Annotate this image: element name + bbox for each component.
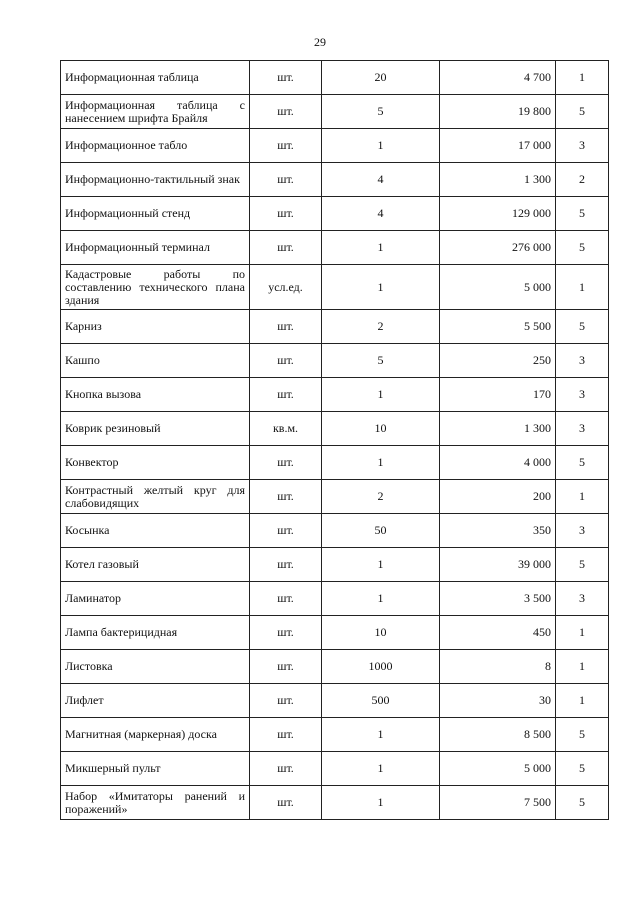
unit-cell: шт.	[250, 684, 322, 718]
item-name-cell: Карниз	[61, 310, 250, 344]
quantity-cell: 1	[322, 265, 440, 310]
table-row	[61, 786, 609, 820]
item-name-cell: Кадастровые работы по составлению технического плана здания	[61, 265, 250, 310]
unit-cell: шт.	[250, 718, 322, 752]
quantity-cell: 5	[322, 95, 440, 129]
quantity-cell: 2	[322, 310, 440, 344]
quantity-cell: 1	[322, 786, 440, 820]
unit-cell: шт.	[250, 514, 322, 548]
category-cell: 3	[556, 514, 609, 548]
unit-cell: шт.	[250, 548, 322, 582]
price-cell: 30	[440, 684, 556, 718]
price-cell: 250	[440, 344, 556, 378]
quantity-cell: 10	[322, 616, 440, 650]
quantity-cell: 1	[322, 129, 440, 163]
unit-cell: шт.	[250, 129, 322, 163]
quantity-cell: 50	[322, 514, 440, 548]
price-cell: 1 300	[440, 412, 556, 446]
item-name-cell: Кашпо	[61, 344, 250, 378]
unit-cell: шт.	[250, 197, 322, 231]
price-cell: 17 000	[440, 129, 556, 163]
table-row	[61, 412, 609, 446]
table-row	[61, 344, 609, 378]
item-name-cell: Набор «Имитаторы ранений и поражений»	[61, 786, 250, 820]
unit-cell: шт.	[250, 752, 322, 786]
category-cell: 5	[556, 197, 609, 231]
unit-cell: кв.м.	[250, 412, 322, 446]
quantity-cell: 4	[322, 197, 440, 231]
item-name-cell: Информационный терминал	[61, 231, 250, 265]
item-name-cell: Кнопка вызова	[61, 378, 250, 412]
category-cell: 5	[556, 718, 609, 752]
price-cell: 1 300	[440, 163, 556, 197]
quantity-cell: 1	[322, 718, 440, 752]
price-cell: 4 700	[440, 61, 556, 95]
item-name-cell: Коврик резиновый	[61, 412, 250, 446]
item-name-cell: Магнитная (маркерная) доска	[61, 718, 250, 752]
items-table-body	[61, 61, 609, 820]
table-row	[61, 548, 609, 582]
category-cell: 5	[556, 310, 609, 344]
category-cell: 3	[556, 344, 609, 378]
category-cell: 5	[556, 231, 609, 265]
table-row	[61, 129, 609, 163]
category-cell: 5	[556, 95, 609, 129]
category-cell: 1	[556, 480, 609, 514]
unit-cell: шт.	[250, 650, 322, 684]
item-name-cell: Ламинатор	[61, 582, 250, 616]
quantity-cell: 1	[322, 582, 440, 616]
page-number: 29	[314, 35, 326, 49]
item-name-cell: Информационная таблица	[61, 61, 250, 95]
unit-cell: шт.	[250, 786, 322, 820]
quantity-cell: 4	[322, 163, 440, 197]
item-name-cell: Котел газовый	[61, 548, 250, 582]
quantity-cell: 1	[322, 231, 440, 265]
category-cell: 5	[556, 786, 609, 820]
item-name-cell: Листовка	[61, 650, 250, 684]
price-cell: 3 500	[440, 582, 556, 616]
table-row	[61, 480, 609, 514]
items-table	[60, 60, 609, 820]
unit-cell: шт.	[250, 446, 322, 480]
category-cell: 3	[556, 378, 609, 412]
unit-cell: шт.	[250, 616, 322, 650]
category-cell: 1	[556, 650, 609, 684]
price-cell: 8 500	[440, 718, 556, 752]
price-cell: 276 000	[440, 231, 556, 265]
quantity-cell: 1	[322, 548, 440, 582]
item-name-cell: Информационное табло	[61, 129, 250, 163]
table-row	[61, 231, 609, 265]
quantity-cell: 1000	[322, 650, 440, 684]
price-cell: 450	[440, 616, 556, 650]
table-row	[61, 684, 609, 718]
price-cell: 5 000	[440, 752, 556, 786]
category-cell: 5	[556, 752, 609, 786]
category-cell: 1	[556, 265, 609, 310]
unit-cell: усл.ед.	[250, 265, 322, 310]
quantity-cell: 10	[322, 412, 440, 446]
item-name-cell: Информационный стенд	[61, 197, 250, 231]
table-row	[61, 378, 609, 412]
item-name-cell: Информационно-тактильный знак	[61, 163, 250, 197]
unit-cell: шт.	[250, 582, 322, 616]
unit-cell: шт.	[250, 231, 322, 265]
category-cell: 3	[556, 582, 609, 616]
price-cell: 7 500	[440, 786, 556, 820]
price-cell: 350	[440, 514, 556, 548]
table-row	[61, 752, 609, 786]
item-name-cell: Контрастный желтый круг для слабовидящих	[61, 480, 250, 514]
quantity-cell: 5	[322, 344, 440, 378]
price-cell: 19 800	[440, 95, 556, 129]
category-cell: 3	[556, 412, 609, 446]
category-cell: 1	[556, 61, 609, 95]
table-row	[61, 197, 609, 231]
price-cell: 8	[440, 650, 556, 684]
price-cell: 4 000	[440, 446, 556, 480]
category-cell: 5	[556, 548, 609, 582]
category-cell: 2	[556, 163, 609, 197]
price-cell: 5 000	[440, 265, 556, 310]
unit-cell: шт.	[250, 480, 322, 514]
quantity-cell: 1	[322, 378, 440, 412]
quantity-cell: 20	[322, 61, 440, 95]
quantity-cell: 500	[322, 684, 440, 718]
table-row	[61, 616, 609, 650]
price-cell: 5 500	[440, 310, 556, 344]
price-cell: 200	[440, 480, 556, 514]
table-row	[61, 61, 609, 95]
quantity-cell: 1	[322, 446, 440, 480]
table-row	[61, 163, 609, 197]
unit-cell: шт.	[250, 61, 322, 95]
category-cell: 1	[556, 684, 609, 718]
item-name-cell: Конвектор	[61, 446, 250, 480]
unit-cell: шт.	[250, 310, 322, 344]
quantity-cell: 2	[322, 480, 440, 514]
unit-cell: шт.	[250, 163, 322, 197]
price-cell: 129 000	[440, 197, 556, 231]
quantity-cell: 1	[322, 752, 440, 786]
table-row	[61, 514, 609, 548]
price-cell: 170	[440, 378, 556, 412]
unit-cell: шт.	[250, 95, 322, 129]
category-cell: 3	[556, 129, 609, 163]
table-row	[61, 95, 609, 129]
table-row	[61, 718, 609, 752]
unit-cell: шт.	[250, 344, 322, 378]
item-name-cell: Косынка	[61, 514, 250, 548]
unit-cell: шт.	[250, 378, 322, 412]
item-name-cell: Микшерный пульт	[61, 752, 250, 786]
item-name-cell: Информационная таблица с нанесением шрифта Брайля	[61, 95, 250, 129]
table-row	[61, 265, 609, 310]
category-cell: 5	[556, 446, 609, 480]
table-row	[61, 446, 609, 480]
item-name-cell: Лампа бактерицидная	[61, 616, 250, 650]
category-cell: 1	[556, 616, 609, 650]
table-row	[61, 582, 609, 616]
price-cell: 39 000	[440, 548, 556, 582]
table-row	[61, 650, 609, 684]
table-row	[61, 310, 609, 344]
item-name-cell: Лифлет	[61, 684, 250, 718]
